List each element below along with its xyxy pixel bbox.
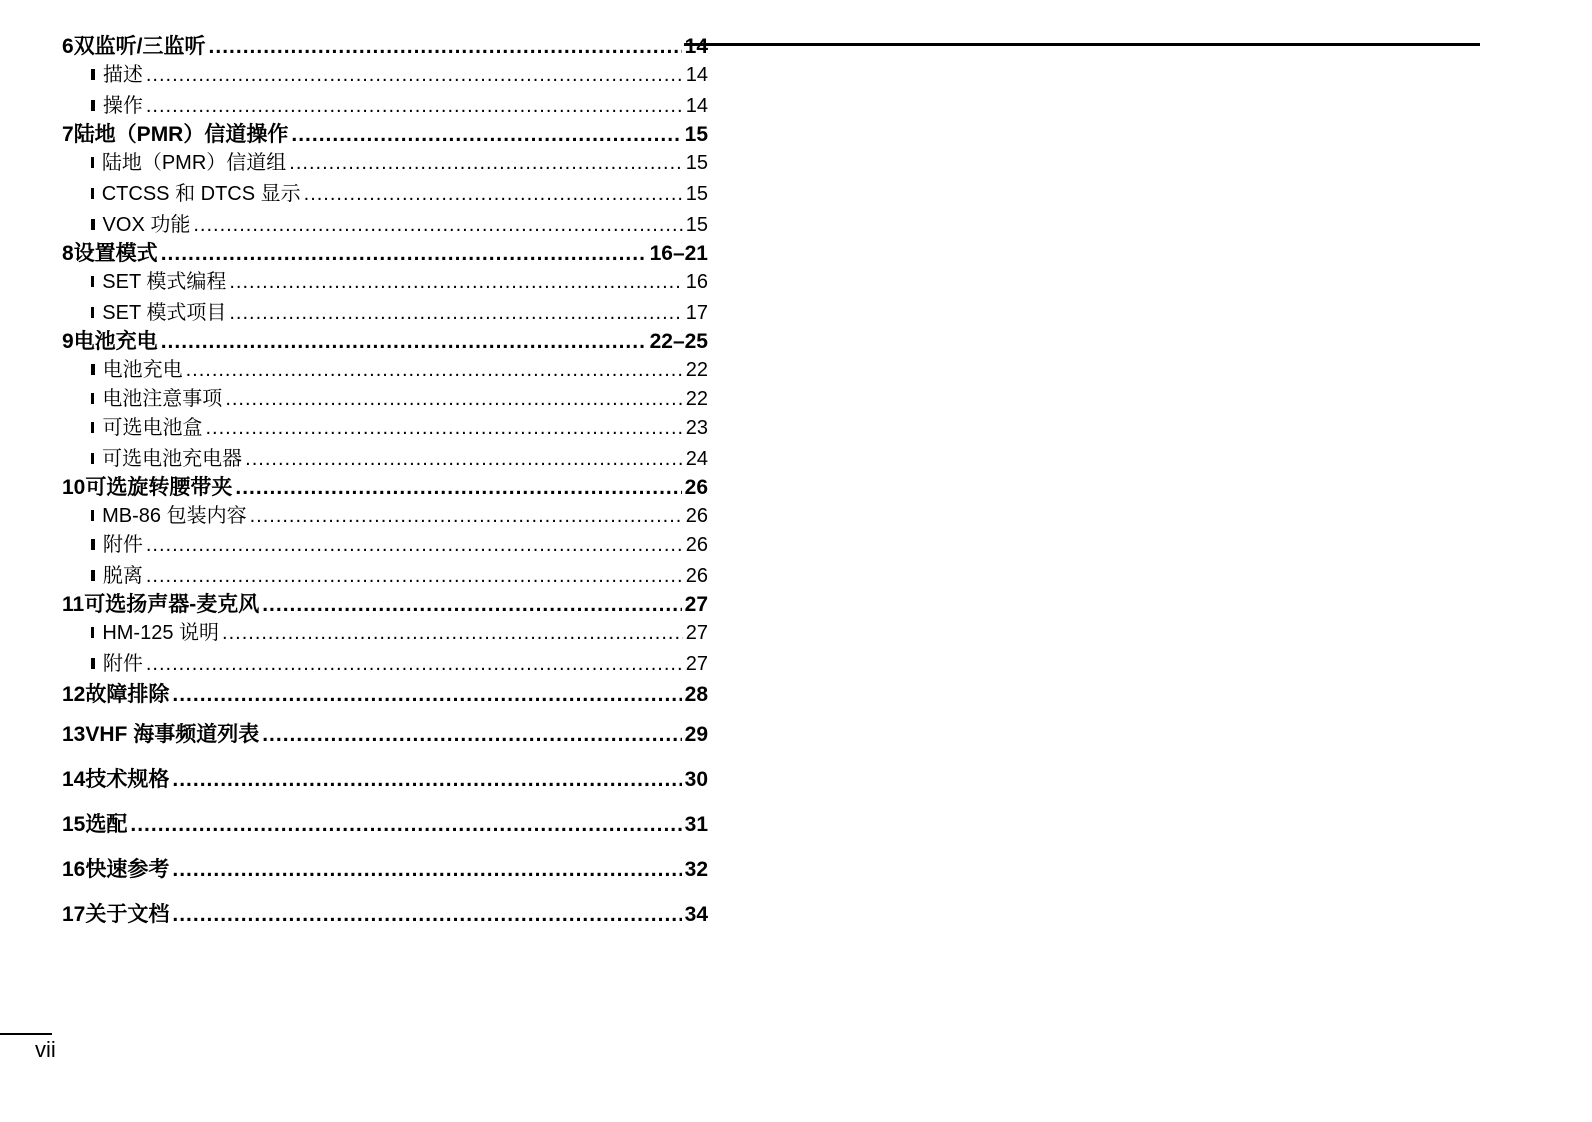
toc-section[interactable] xyxy=(62,442,708,471)
chapter-number: 17 xyxy=(62,903,86,926)
section-title: 操作 xyxy=(102,95,143,117)
dot-leader xyxy=(304,183,683,206)
chapter-title: 可选扬声器-麦克风 xyxy=(84,593,260,616)
page-ref: 15 xyxy=(684,123,708,146)
toc-chapter-11[interactable] xyxy=(62,588,708,614)
dot-leader xyxy=(229,302,682,325)
chapter-number: 14 xyxy=(62,768,86,791)
dot-leader xyxy=(172,858,681,882)
section-title: VOX 功能 xyxy=(102,214,191,236)
dot-leader xyxy=(146,565,683,588)
page-ref: 17 xyxy=(685,302,708,324)
chapter-title: 技术规格 xyxy=(85,768,170,791)
dot-leader xyxy=(172,683,681,707)
toc-section[interactable] xyxy=(62,411,708,440)
page-ref: 22 xyxy=(685,388,708,410)
square-bullet-icon xyxy=(91,69,95,80)
dot-leader xyxy=(193,214,682,237)
page-ref: 16–21 xyxy=(649,242,708,265)
dot-leader xyxy=(250,505,683,528)
page-ref: 26 xyxy=(685,505,708,527)
toc-section[interactable] xyxy=(62,265,708,294)
toc-section[interactable] xyxy=(62,382,708,411)
square-bullet-icon xyxy=(91,539,95,550)
page-ref: 31 xyxy=(684,813,708,836)
chapter-title: VHF 海事频道列表 xyxy=(85,723,260,746)
square-bullet-icon xyxy=(91,422,94,433)
dot-leader xyxy=(262,593,681,617)
page-ref: 15 xyxy=(685,183,708,205)
toc-chapter-10[interactable] xyxy=(62,471,708,497)
dot-leader xyxy=(161,242,647,266)
toc-chapter-9[interactable] xyxy=(62,325,708,351)
section-title: MB-86 包装内容 xyxy=(102,505,247,527)
toc-section[interactable] xyxy=(62,616,708,645)
chapter-title: 设置模式 xyxy=(73,242,158,265)
square-bullet-icon xyxy=(91,219,95,230)
footer-rule xyxy=(0,1033,52,1035)
square-bullet-icon xyxy=(91,627,94,638)
chapter-title: 选配 xyxy=(85,813,128,836)
chapter-title: 陆地（PMR）信道操作 xyxy=(73,123,289,146)
toc-section[interactable] xyxy=(62,559,708,588)
page-ref: 29 xyxy=(684,723,708,746)
page-ref: 14 xyxy=(685,95,708,117)
dot-leader xyxy=(262,723,681,747)
toc-chapter-13[interactable] xyxy=(62,718,708,744)
square-bullet-icon xyxy=(91,364,95,375)
chapter-number: 8 xyxy=(62,242,74,265)
page-ref: 24 xyxy=(685,448,708,470)
square-bullet-icon xyxy=(91,276,94,287)
toc-chapter-6[interactable] xyxy=(62,30,708,56)
toc-chapter-14[interactable] xyxy=(62,763,708,789)
dot-leader xyxy=(222,622,683,645)
chapter-number: 11 xyxy=(62,593,85,616)
toc-section[interactable] xyxy=(62,528,708,557)
chapter-number: 12 xyxy=(62,683,86,706)
page-ref: 30 xyxy=(684,768,708,791)
toc-section[interactable] xyxy=(62,58,708,87)
page-ref: 28 xyxy=(684,683,708,706)
toc-chapter-12[interactable] xyxy=(62,678,708,704)
section-title: HM-125 说明 xyxy=(102,622,220,644)
dot-leader xyxy=(229,271,682,294)
dot-leader xyxy=(209,35,682,59)
chapter-number: 16 xyxy=(62,858,86,881)
chapter-title: 快速参考 xyxy=(85,858,170,881)
toc-section[interactable] xyxy=(62,146,708,175)
toc-section[interactable] xyxy=(62,353,708,382)
square-bullet-icon xyxy=(91,188,94,199)
page-ref: 34 xyxy=(684,903,708,926)
dot-leader xyxy=(245,448,683,471)
page-ref: 15 xyxy=(685,152,708,174)
chapter-title: 双监听/三监听 xyxy=(73,35,206,58)
dot-leader xyxy=(291,123,681,147)
page-ref: 22 xyxy=(685,359,708,381)
page-ref: 26 xyxy=(685,534,708,556)
square-bullet-icon xyxy=(91,570,95,581)
square-bullet-icon xyxy=(91,157,94,168)
dot-leader xyxy=(146,534,683,557)
square-bullet-icon xyxy=(91,453,94,464)
dot-leader xyxy=(130,813,681,837)
section-title: SET 模式编程 xyxy=(102,271,227,293)
page-ref: 26 xyxy=(684,476,708,499)
dot-leader xyxy=(172,903,681,927)
toc-section[interactable] xyxy=(62,296,708,325)
page-number: vii xyxy=(35,1037,56,1062)
square-bullet-icon xyxy=(91,510,94,521)
header-rule xyxy=(684,43,1480,46)
section-title: CTCSS 和 DTCS 显示 xyxy=(101,183,301,205)
page-ref: 23 xyxy=(685,417,708,439)
chapter-title: 可选旋转腰带夹 xyxy=(85,476,233,499)
section-title: 电池注意事项 xyxy=(102,388,223,410)
chapter-number: 9 xyxy=(62,330,74,353)
toc-section[interactable] xyxy=(62,177,708,206)
page-ref: 15 xyxy=(685,214,708,236)
page-ref: 16 xyxy=(685,271,708,293)
dot-leader xyxy=(205,417,682,440)
toc-chapter-16[interactable] xyxy=(62,853,708,879)
square-bullet-icon xyxy=(91,393,94,404)
dot-leader xyxy=(225,388,682,411)
chapter-number: 10 xyxy=(62,476,86,499)
toc-section[interactable] xyxy=(62,89,708,118)
section-title: 附件 xyxy=(102,534,143,556)
toc-section[interactable] xyxy=(62,208,708,237)
square-bullet-icon xyxy=(91,307,94,318)
section-title: 可选电池盒 xyxy=(102,417,203,439)
chapter-number: 6 xyxy=(62,35,74,58)
dot-leader xyxy=(186,359,683,382)
dot-leader xyxy=(146,64,683,87)
page-ref: 22–25 xyxy=(649,330,708,353)
chapter-title: 关于文档 xyxy=(85,903,170,926)
section-title: 电池充电 xyxy=(102,359,183,381)
toc-chapter-15[interactable] xyxy=(62,808,708,834)
toc-section[interactable] xyxy=(62,647,708,676)
page-ref: 32 xyxy=(684,858,708,881)
toc-section[interactable] xyxy=(62,499,708,528)
dot-leader xyxy=(161,330,647,354)
dot-leader xyxy=(289,152,682,175)
page-ref: 27 xyxy=(685,653,708,675)
dot-leader xyxy=(172,768,681,792)
page-ref: 27 xyxy=(684,593,708,616)
toc-chapter-7[interactable] xyxy=(62,118,708,144)
chapter-number: 13 xyxy=(62,723,86,746)
chapter-title: 电池充电 xyxy=(73,330,158,353)
toc-chapter-8[interactable] xyxy=(62,237,708,263)
page-ref: 14 xyxy=(684,35,708,58)
dot-leader xyxy=(146,653,683,676)
section-title: 附件 xyxy=(102,653,143,675)
table-of-contents xyxy=(62,30,708,924)
page-ref: 27 xyxy=(685,622,708,644)
square-bullet-icon xyxy=(91,658,95,669)
section-title: 可选电池充电器 xyxy=(102,448,243,470)
dot-leader xyxy=(235,476,681,500)
chapter-number: 7 xyxy=(62,123,74,146)
section-title: 描述 xyxy=(102,64,143,86)
section-title: 陆地（PMR）信道组 xyxy=(101,152,287,174)
dot-leader xyxy=(146,95,683,118)
chapter-number: 15 xyxy=(62,813,86,836)
toc-chapter-17[interactable] xyxy=(62,898,708,924)
page-ref: 26 xyxy=(685,565,708,587)
chapter-title: 故障排除 xyxy=(85,683,170,706)
page-ref: 14 xyxy=(685,64,708,86)
section-title: 脱离 xyxy=(102,565,143,587)
square-bullet-icon xyxy=(91,100,95,111)
section-title: SET 模式项目 xyxy=(102,302,227,324)
